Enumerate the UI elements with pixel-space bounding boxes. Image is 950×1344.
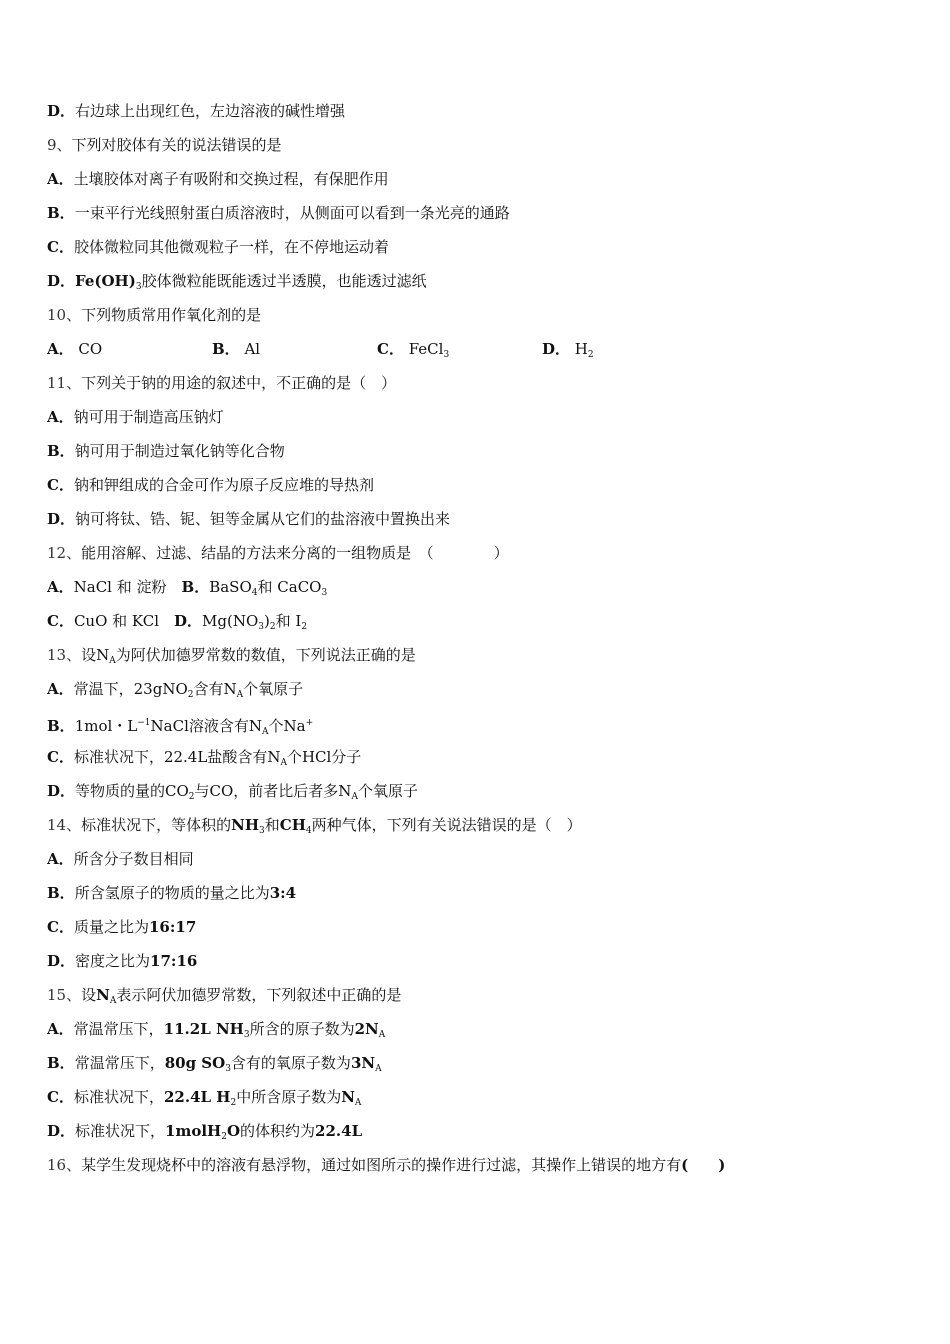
text-line xyxy=(47,128,907,162)
text-segment: Al xyxy=(239,340,261,358)
text-segment: 标准状况下，22.4L盐酸含有N xyxy=(73,748,281,766)
text-segment: 3 xyxy=(321,588,328,598)
text-segment: A xyxy=(351,792,358,802)
text-segment: 标准状况下， xyxy=(75,1122,166,1140)
text-line xyxy=(47,1148,907,1182)
option-label: D． xyxy=(47,1122,76,1140)
text-segment: 表示阿伏加德罗常数，下列叙述中正确的是 xyxy=(116,986,402,1004)
text-segment: 等物质的量的CO xyxy=(75,782,189,800)
option-label: D． xyxy=(174,612,203,630)
option-label: B． xyxy=(47,204,75,222)
text-line xyxy=(47,298,907,332)
option-label: A． xyxy=(47,578,74,596)
text-segment: 设 xyxy=(81,986,97,1004)
text-line xyxy=(47,944,907,978)
text-segment: CuO 和 KCl xyxy=(73,612,175,630)
text-segment: 4 xyxy=(251,588,258,598)
text-segment: 2 xyxy=(301,622,308,632)
text-segment: 和 xyxy=(264,816,280,834)
option-label: D． xyxy=(47,782,76,800)
text-segment: 2 xyxy=(269,622,276,632)
option-label: C． xyxy=(47,748,74,766)
text-segment: Mg(NO xyxy=(202,612,259,630)
option-label: B． xyxy=(181,578,210,596)
text-segment: 4 xyxy=(305,826,312,836)
text-segment: 2 xyxy=(187,690,194,700)
option-label: A． xyxy=(47,340,74,358)
text-line xyxy=(47,842,907,876)
text-segment: 密度之比为 xyxy=(75,952,151,970)
text-segment: 3 xyxy=(259,826,265,836)
option-label: A． xyxy=(47,680,74,698)
option-label: D． xyxy=(47,952,76,970)
text-segment: 与CO，前者比后者多N xyxy=(194,782,352,800)
text-segment: Fe(OH) xyxy=(75,272,136,290)
text-segment: 3 xyxy=(135,282,142,292)
option-label: C． xyxy=(377,340,404,358)
text-segment: 下列物质常用作氧化剂的是 xyxy=(81,306,262,324)
text-line xyxy=(47,468,907,502)
text-line xyxy=(47,638,907,672)
option-label: D． xyxy=(47,102,76,120)
text-segment: 1molH xyxy=(165,1122,222,1140)
text-segment: N xyxy=(96,986,110,1004)
option-label: B． xyxy=(47,884,75,902)
text-line xyxy=(47,876,907,910)
text-segment: 2 xyxy=(221,1132,227,1142)
text-segment: CH xyxy=(279,816,306,834)
text-segment: 右边球上出现红色，左边溶液的碱性增强 xyxy=(75,102,346,120)
text-segment: 3N xyxy=(350,1054,376,1072)
text-segment: 质量之比为 xyxy=(73,918,149,936)
text-segment: 22.4L xyxy=(315,1122,363,1140)
text-line xyxy=(47,978,907,1012)
option-label: A． xyxy=(47,850,74,868)
text-segment: 2 xyxy=(230,1098,237,1108)
text-segment: 和 I xyxy=(275,612,302,630)
text-line xyxy=(47,162,907,196)
text-segment: A xyxy=(262,727,269,737)
text-segment: 个氧原子 xyxy=(357,782,418,800)
option-label: B． xyxy=(47,1054,75,1072)
text-segment: N xyxy=(341,1088,355,1106)
text-segment: 为阿伏加德罗常数的数值，下列说法正确的是 xyxy=(115,646,416,664)
text-segment: 钠可用于制造高压钠灯 xyxy=(73,408,224,426)
text-segment: BaSO xyxy=(209,578,252,596)
text-segment: 的体积约为 xyxy=(240,1122,316,1140)
options-row xyxy=(47,332,907,366)
text-segment: 所含分子数目相同 xyxy=(73,850,194,868)
text-segment: 3 xyxy=(258,622,265,632)
text-segment: 钠可用于制造过氧化钠等化合物 xyxy=(74,442,285,460)
text-line xyxy=(47,672,907,706)
text-segment: 土壤胶体对离子有吸附和交换过程，有保肥作用 xyxy=(73,170,389,188)
text-segment: 所含的原子数为 xyxy=(249,1020,355,1038)
question-number: 9、 xyxy=(47,136,72,154)
text-line xyxy=(47,94,907,128)
option-label: C． xyxy=(47,1088,74,1106)
text-line xyxy=(47,196,907,230)
text-segment: ( ) xyxy=(681,1156,726,1174)
option-label: D． xyxy=(47,510,76,528)
text-line xyxy=(47,502,907,536)
text-line xyxy=(47,1114,907,1148)
document-page xyxy=(47,94,907,1182)
text-segment: NaCl溶液含有N xyxy=(150,717,262,735)
option xyxy=(212,332,377,366)
text-line xyxy=(47,536,907,570)
text-segment: 22.4L H xyxy=(163,1088,231,1106)
text-segment: CO xyxy=(73,340,103,358)
question-number: 12、 xyxy=(47,544,82,562)
text-segment: A xyxy=(280,758,287,768)
text-segment: 个HCl分子 xyxy=(286,748,362,766)
text-segment: 80g SO xyxy=(164,1054,226,1072)
text-line xyxy=(47,1046,907,1080)
text-segment: 设N xyxy=(81,646,110,664)
option xyxy=(542,332,707,372)
text-segment: 3:4 xyxy=(269,884,297,902)
option xyxy=(47,332,212,366)
text-line xyxy=(47,910,907,944)
text-segment: 常温常压下， xyxy=(73,1020,164,1038)
text-segment: 3 xyxy=(443,350,450,360)
text-segment: 标准状况下，等体积的 xyxy=(81,816,232,834)
text-segment: 含有N xyxy=(193,680,237,698)
text-line xyxy=(47,570,907,604)
text-segment: 2 xyxy=(188,792,195,802)
text-segment: 常温常压下， xyxy=(74,1054,165,1072)
option-label: B． xyxy=(47,442,75,460)
text-segment: 3 xyxy=(225,1064,231,1074)
text-line xyxy=(47,1080,907,1114)
text-segment: 钠可将钛、锆、铌、钽等金属从它们的盐溶液中置换出来 xyxy=(75,510,451,528)
text-segment: 16:17 xyxy=(148,918,197,936)
text-segment: A xyxy=(109,996,117,1006)
option-label: C． xyxy=(47,238,74,256)
option xyxy=(377,332,542,372)
text-line xyxy=(47,264,907,298)
text-segment: H xyxy=(570,340,588,358)
text-segment: 下列对胶体有关的说法错误的是 xyxy=(71,136,282,154)
option-label: C． xyxy=(47,612,74,630)
text-segment: A xyxy=(378,1030,386,1040)
text-line xyxy=(47,1012,907,1046)
text-segment: 能用溶解、过滤、结晶的方法来分离的一组物质是 （ ） xyxy=(81,544,509,562)
text-line xyxy=(47,774,907,808)
option-label: C． xyxy=(47,918,74,936)
text-segment: FeCl xyxy=(403,340,444,358)
text-segment: NH xyxy=(231,816,259,834)
text-line xyxy=(47,434,907,468)
text-segment: 某学生发现烧杯中的溶液有悬浮物，通过如图所示的操作进行过滤，其操作上错误的地方有 xyxy=(81,1156,682,1174)
text-segment: 个Na xyxy=(268,717,306,735)
text-line xyxy=(47,604,907,638)
text-segment: 中所含原子数为 xyxy=(236,1088,342,1106)
text-line xyxy=(47,808,907,842)
text-segment: 两种气体，下列有关说法错误的是（ ） xyxy=(311,816,582,834)
text-segment: 3 xyxy=(243,1030,250,1040)
text-line xyxy=(47,740,907,774)
text-line xyxy=(47,400,907,434)
text-segment: ) xyxy=(264,612,270,630)
option-label: B． xyxy=(212,340,240,358)
text-segment: 个氧原子 xyxy=(243,680,304,698)
text-segment: 2 xyxy=(587,350,594,360)
text-segment: 17:16 xyxy=(150,952,198,970)
option-label: D． xyxy=(542,340,571,358)
question-number: 10、 xyxy=(47,306,82,324)
text-segment: 1mol・L xyxy=(74,717,138,735)
option-label: A． xyxy=(47,170,74,188)
text-segment: O xyxy=(226,1122,241,1140)
text-segment: 标准状况下， xyxy=(73,1088,164,1106)
text-segment: 胶体微粒同其他微观粒子一样，在不停地运动着 xyxy=(73,238,389,256)
text-segment: 常温下，23gNO xyxy=(73,680,188,698)
text-segment: 所含氢原子的物质的量之比为 xyxy=(74,884,270,902)
text-segment: −1 xyxy=(137,718,151,728)
question-number: 11、 xyxy=(47,374,82,392)
option-label: C． xyxy=(47,476,74,494)
option-label: B． xyxy=(47,717,75,735)
question-number: 14、 xyxy=(47,816,82,834)
question-number: 13、 xyxy=(47,646,82,664)
text-segment: A xyxy=(109,656,116,666)
text-segment: A xyxy=(354,1098,362,1108)
text-segment: A xyxy=(236,690,244,700)
text-segment: 下列关于钠的用途的叙述中，不正确的是（ ） xyxy=(81,374,397,392)
text-segment: 一束平行光线照射蛋白质溶液时，从侧面可以看到一条光亮的通路 xyxy=(74,204,510,222)
text-segment: NaCl 和 淀粉 xyxy=(73,578,182,596)
text-line xyxy=(47,706,907,740)
text-segment: 钠和钾组成的合金可作为原子反应堆的导热剂 xyxy=(73,476,374,494)
option-label: A． xyxy=(47,1020,74,1038)
option-label: D． xyxy=(47,272,76,290)
text-segment: 和 CaCO xyxy=(257,578,322,596)
text-segment: 11.2L NH xyxy=(163,1020,244,1038)
text-segment: + xyxy=(305,718,314,728)
text-segment: 2N xyxy=(354,1020,379,1038)
text-segment: 含有的氧原子数为 xyxy=(230,1054,351,1072)
text-line xyxy=(47,230,907,264)
question-number: 15、 xyxy=(47,986,82,1004)
text-segment: 胶体微粒能既能透过半透膜，也能透过滤纸 xyxy=(141,272,427,290)
option-label: A． xyxy=(47,408,74,426)
text-segment: A xyxy=(375,1064,382,1074)
question-number: 16、 xyxy=(47,1156,82,1174)
